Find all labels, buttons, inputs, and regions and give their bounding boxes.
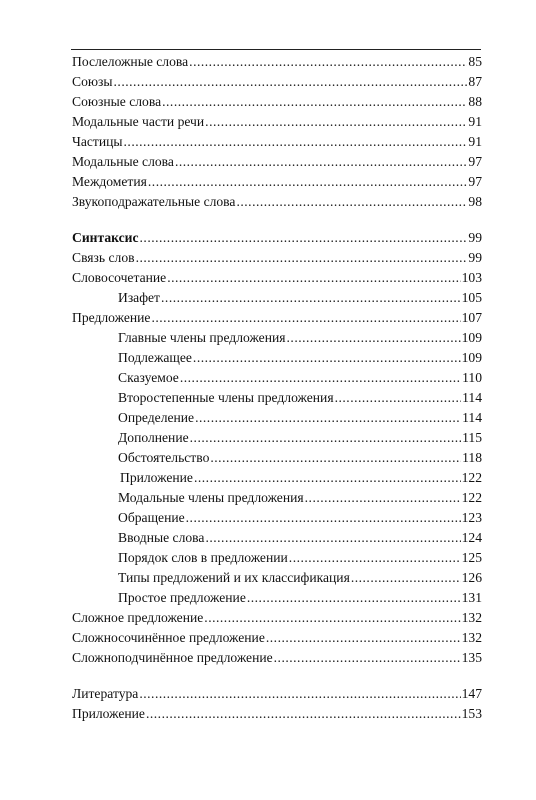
toc-entry <box>118 509 482 527</box>
dot-leader <box>195 409 461 427</box>
toc-entry-page: 105 <box>461 290 482 305</box>
dot-leader <box>151 309 460 327</box>
dot-leader <box>287 329 461 347</box>
toc-entry-title: Главные члены предложения <box>118 330 286 345</box>
toc-entry-page: 99 <box>468 250 482 265</box>
toc-entry-page: 88 <box>468 94 482 109</box>
toc-entry <box>118 549 482 567</box>
toc-entry-page: 99 <box>468 230 482 245</box>
toc-entry <box>118 489 482 507</box>
toc-entry <box>118 329 482 347</box>
toc-entry-title: Второстепенные члены предложения <box>118 390 334 405</box>
dot-leader <box>136 249 468 267</box>
toc-entry <box>72 685 482 703</box>
toc-entry <box>72 153 482 171</box>
toc-entry-title: Типы предложений и их классификация <box>118 570 350 585</box>
dot-leader <box>266 629 461 647</box>
dot-leader <box>140 229 468 247</box>
toc-entry-title: Обстоятельство <box>118 450 210 465</box>
toc-entry <box>72 609 482 627</box>
dot-leader <box>180 369 461 387</box>
dot-leader <box>124 133 468 151</box>
toc-entry <box>72 53 482 71</box>
toc-entry-title: Словосочетание <box>72 270 167 285</box>
toc-entry <box>72 269 482 287</box>
toc-entry <box>118 569 482 587</box>
toc-entry-page: 125 <box>461 550 482 565</box>
toc-entry-title: Определение <box>118 410 195 425</box>
toc-entry <box>118 389 482 407</box>
toc-entry-title: Приложение <box>72 706 145 721</box>
toc-entry-page: 115 <box>462 430 482 445</box>
toc-entry <box>118 429 482 447</box>
dot-leader <box>175 153 467 171</box>
toc-entry-page: 118 <box>462 450 482 465</box>
toc-entry <box>72 133 482 151</box>
toc-entry-page: 109 <box>461 330 482 345</box>
dot-leader <box>114 73 468 91</box>
toc-entry-title: Изафет <box>118 290 161 305</box>
toc-entry-page: 110 <box>462 370 482 385</box>
toc-entry-title: Простое предложение <box>118 590 246 605</box>
toc-entry-page: 147 <box>461 686 482 701</box>
toc-entry-title: Синтаксис <box>72 230 139 245</box>
toc-entry <box>72 93 482 111</box>
dot-leader <box>236 193 467 211</box>
toc-entry-title: Связь слов <box>72 250 135 265</box>
dot-leader <box>162 93 467 111</box>
toc-entry <box>72 649 482 667</box>
toc-entry-page: 153 <box>461 706 482 721</box>
toc-entry-page: 109 <box>461 350 482 365</box>
toc-entry-page: 135 <box>461 650 482 665</box>
toc-entry-page: 91 <box>468 114 482 129</box>
dot-leader <box>161 289 461 307</box>
toc-entry <box>72 229 482 247</box>
toc-entry-page: 126 <box>461 570 482 585</box>
toc-entry-title: Сложное предложение <box>72 610 204 625</box>
toc-entry-title: Обращение <box>118 510 185 525</box>
toc-entry-title: Предложение <box>72 310 151 325</box>
toc-entry-title: Частицы <box>72 134 123 149</box>
toc-entry-page: 97 <box>468 154 482 169</box>
toc-entry-title: Сложноподчинённое предложение <box>72 650 273 665</box>
toc-entry-title: Междометия <box>72 174 147 189</box>
toc-entry-title: Модальные члены предложения <box>118 490 304 505</box>
dot-leader <box>305 489 461 507</box>
dot-leader <box>274 649 461 667</box>
dot-leader <box>335 389 462 407</box>
toc-entry <box>120 469 482 487</box>
dot-leader <box>148 173 468 191</box>
toc-entry-page: 124 <box>461 530 482 545</box>
toc-entry-page: 114 <box>462 410 482 425</box>
dot-leader <box>139 685 460 703</box>
toc-entry-page: 131 <box>461 590 482 605</box>
dot-leader <box>247 589 461 607</box>
toc-entry <box>72 309 482 327</box>
dot-leader <box>205 113 467 131</box>
toc-entry <box>72 113 482 131</box>
top-rule <box>71 49 481 50</box>
toc-entry-title: Звукоподражательные слова <box>72 194 236 209</box>
toc-entry-title: Союзные слова <box>72 94 162 109</box>
toc-entry-page: 132 <box>461 610 482 625</box>
toc-entry <box>72 705 482 723</box>
toc-entry-page: 87 <box>468 74 482 89</box>
dot-leader <box>289 549 461 567</box>
dot-leader <box>190 429 461 447</box>
toc-entry-page: 114 <box>462 390 482 405</box>
toc-entry-title: Послеложные слова <box>72 54 189 69</box>
dot-leader <box>194 469 461 487</box>
toc-entry-page: 98 <box>468 194 482 209</box>
dot-leader <box>205 529 460 547</box>
toc-entry <box>118 409 482 427</box>
toc-entry-title: Сказуемое <box>118 370 179 385</box>
toc-entry <box>118 349 482 367</box>
toc-entry <box>72 629 482 647</box>
toc-entry-title: Приложение <box>120 470 193 485</box>
toc-entry-title: Вводные слова <box>118 530 205 545</box>
toc-entry <box>118 289 482 307</box>
toc-entry-page: 107 <box>461 310 482 325</box>
toc-entry <box>118 449 482 467</box>
dot-leader <box>193 349 461 367</box>
dot-leader <box>210 449 461 467</box>
toc-entry-title: Подлежащее <box>118 350 192 365</box>
toc-entry-page: 85 <box>468 54 482 69</box>
toc-entry <box>72 193 482 211</box>
dot-leader <box>204 609 460 627</box>
dot-leader <box>186 509 461 527</box>
toc-entry-title: Литература <box>72 686 139 701</box>
dot-leader <box>167 269 460 287</box>
toc-entry-page: 103 <box>461 270 482 285</box>
toc-entry <box>118 529 482 547</box>
toc-entry-title: Сложносочинённое предложение <box>72 630 265 645</box>
toc-entry-title: Союзы <box>72 74 113 89</box>
toc-entry-title: Дополнение <box>118 430 189 445</box>
toc-entry <box>118 369 482 387</box>
toc-entry-page: 97 <box>468 174 482 189</box>
toc-entry <box>72 73 482 91</box>
dot-leader <box>146 705 461 723</box>
toc-entry-page: 122 <box>461 490 482 505</box>
toc-entry-page: 132 <box>461 630 482 645</box>
toc-entry <box>72 249 482 267</box>
toc-entry <box>118 589 482 607</box>
toc-entry-page: 122 <box>461 470 482 485</box>
dot-leader <box>351 569 461 587</box>
toc-entry-title: Модальные части речи <box>72 114 205 129</box>
toc-entry-page: 123 <box>461 510 482 525</box>
toc-entry-title: Порядок слов в предложении <box>118 550 288 565</box>
dot-leader <box>189 53 467 71</box>
toc-entry-page: 91 <box>468 134 482 149</box>
toc-entry <box>72 173 482 191</box>
toc-entry-title: Модальные слова <box>72 154 174 169</box>
